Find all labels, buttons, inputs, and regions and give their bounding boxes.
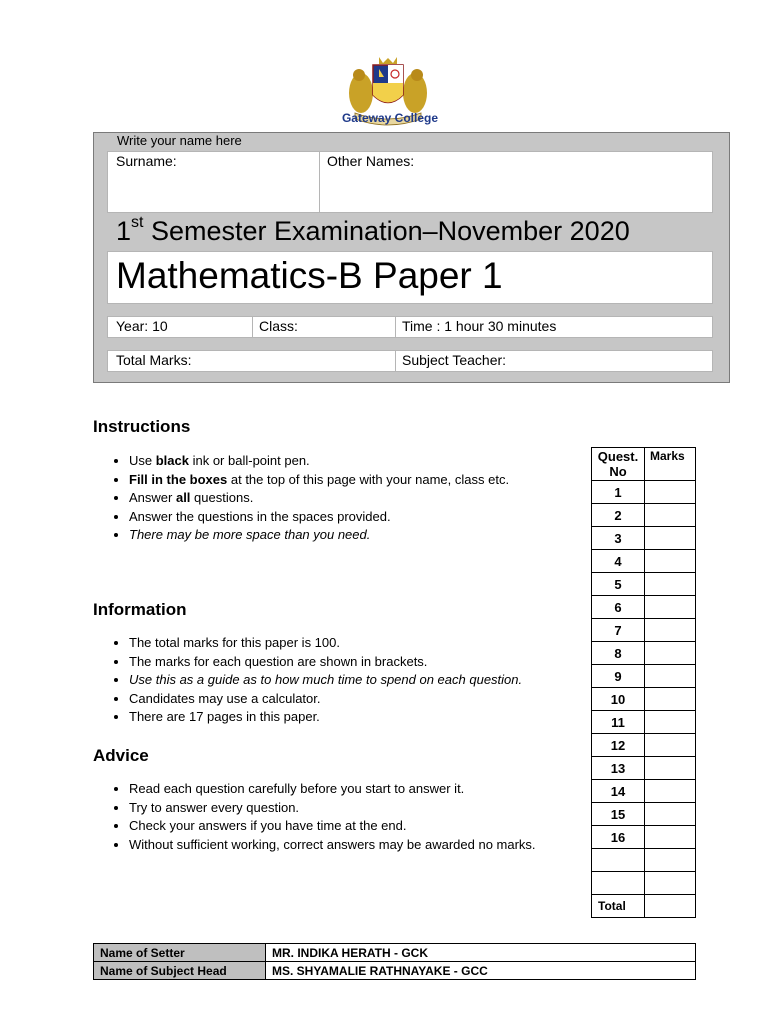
list-item: • Without sufficient working, correct answers may be awarded no marks.: [129, 836, 559, 855]
exam-title-number: 1: [116, 216, 132, 246]
question-number: 11: [592, 711, 645, 734]
list-item: • There are 17 pages in this paper.: [129, 708, 559, 727]
list-item: • Read each question carefully before you start to answer it.: [129, 780, 559, 799]
list-item: • There may be more space than you need.: [129, 526, 559, 545]
staff-table: [93, 943, 696, 980]
setter-label: Name of Setter: [94, 944, 266, 962]
question-number: 9: [592, 665, 645, 688]
advice-heading: Advice: [93, 746, 149, 765]
marks-cell[interactable]: [645, 596, 696, 619]
marks-cell[interactable]: [645, 665, 696, 688]
list-item: • Use black ink or ball-point pen.: [129, 452, 559, 471]
question-number: 12: [592, 734, 645, 757]
other-names-field[interactable]: [319, 151, 713, 213]
time-label: Time : 1 hour 30 minutes: [402, 318, 557, 334]
college-name: Gateway College: [341, 111, 439, 125]
question-number: 1: [592, 481, 645, 504]
question-number: 4: [592, 550, 645, 573]
marks-cell[interactable]: [645, 550, 696, 573]
marks-cell[interactable]: [645, 826, 696, 849]
advice-list: [111, 780, 559, 854]
subject-head-value: MS. SHYAMALIE RATHNAYAKE - GCC: [266, 962, 696, 980]
table-row: [592, 711, 696, 734]
total-row: [592, 895, 696, 918]
table-row: [592, 573, 696, 596]
table-row: [592, 757, 696, 780]
marks-cell[interactable]: [645, 734, 696, 757]
table-row: [592, 550, 696, 573]
other-names-label: Other Names:: [327, 153, 415, 169]
question-number: 13: [592, 757, 645, 780]
list-item: • Candidates may use a calculator.: [129, 690, 559, 709]
table-row: [94, 944, 696, 962]
quest-no-header: Quest. No: [592, 448, 645, 481]
surname-field[interactable]: [107, 151, 320, 213]
question-number: 15: [592, 803, 645, 826]
list-item: • Use this as a guide as to how much time to spend on each question.: [129, 671, 559, 690]
table-row: [592, 734, 696, 757]
marks-cell[interactable]: [645, 780, 696, 803]
table-row: [592, 596, 696, 619]
table-row: [592, 688, 696, 711]
list-item: • Try to answer every question.: [129, 799, 559, 818]
marks-cell[interactable]: [645, 711, 696, 734]
question-number: 5: [592, 573, 645, 596]
table-row: [592, 826, 696, 849]
table-row: [592, 619, 696, 642]
marks-cell[interactable]: [645, 757, 696, 780]
total-marks-cell[interactable]: [645, 895, 696, 918]
table-row: [592, 872, 696, 895]
marks-cell[interactable]: [645, 619, 696, 642]
marks-cell[interactable]: [645, 872, 696, 895]
subject-teacher-field[interactable]: [395, 350, 713, 372]
marks-table-header: [592, 448, 696, 481]
time-cell: [395, 316, 713, 338]
marks-cell[interactable]: [645, 527, 696, 550]
instructions-heading: Instructions: [93, 417, 191, 436]
marks-cell[interactable]: [645, 504, 696, 527]
exam-title-superscript: st: [131, 214, 144, 231]
marks-cell[interactable]: [645, 573, 696, 596]
marks-cell[interactable]: [645, 849, 696, 872]
instructions-list: [111, 452, 559, 545]
question-number: [592, 872, 645, 895]
surname-label: Surname:: [116, 153, 177, 169]
marks-cell[interactable]: [645, 642, 696, 665]
table-row: [592, 849, 696, 872]
table-row: [592, 803, 696, 826]
marks-cell[interactable]: [645, 688, 696, 711]
marks-cell[interactable]: [645, 481, 696, 504]
write-name-label: Write your name here: [117, 133, 242, 148]
question-number: 16: [592, 826, 645, 849]
information-list: [111, 634, 559, 727]
list-item: • Answer all questions.: [129, 489, 559, 508]
table-row: [592, 504, 696, 527]
marks-header: Marks: [645, 448, 696, 481]
question-number: [592, 849, 645, 872]
question-number: 3: [592, 527, 645, 550]
class-label: Class:: [259, 318, 298, 334]
list-item: • The marks for each question are shown in brackets.: [129, 653, 559, 672]
marks-cell[interactable]: [645, 803, 696, 826]
list-item: • The total marks for this paper is 100.: [129, 634, 559, 653]
total-label: Total: [592, 895, 645, 918]
table-row: [592, 527, 696, 550]
exam-title: [116, 216, 630, 247]
exam-title-text: Semester Examination–November 2020: [143, 216, 630, 246]
paper-title: Mathematics-B Paper 1: [116, 255, 503, 296]
question-number: 10: [592, 688, 645, 711]
question-number: 2: [592, 504, 645, 527]
year-label: Year: 10: [116, 318, 168, 334]
subject-teacher-label: Subject Teacher:: [402, 352, 507, 368]
class-field[interactable]: [252, 316, 396, 338]
question-number: 14: [592, 780, 645, 803]
list-item: • Answer the questions in the spaces provided.: [129, 508, 559, 527]
table-row: [94, 962, 696, 980]
table-row: [592, 481, 696, 504]
information-heading: Information: [93, 600, 187, 619]
list-item: • Check your answers if you have time at the end.: [129, 817, 559, 836]
total-marks-label: Total Marks:: [116, 352, 192, 368]
marks-table: [591, 447, 696, 918]
total-marks-field[interactable]: [107, 350, 396, 372]
year-cell: [107, 316, 253, 338]
question-number: 8: [592, 642, 645, 665]
subject-head-label: Name of Subject Head: [94, 962, 266, 980]
table-row: [592, 642, 696, 665]
setter-value: MR. INDIKA HERATH - GCK: [266, 944, 696, 962]
question-number: 6: [592, 596, 645, 619]
question-number: 7: [592, 619, 645, 642]
table-row: [592, 665, 696, 688]
table-row: [592, 780, 696, 803]
list-item: • Fill in the boxes at the top of this page with your name, class etc.: [129, 471, 559, 490]
